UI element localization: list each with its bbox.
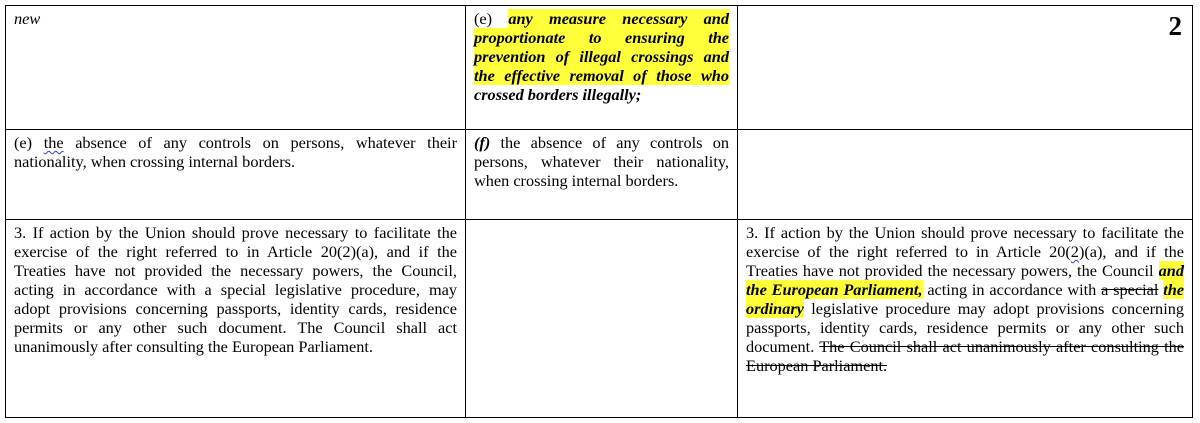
table-row [6, 220, 1193, 418]
spellcheck-word: 2 [1070, 242, 1079, 261]
table-row [6, 6, 1193, 130]
highlighted-insertion: and the European Parliament, [746, 261, 1184, 299]
highlighted-insertion: the ordinary [746, 280, 1184, 318]
spellcheck-word: the [43, 133, 64, 152]
cell-amendment [738, 220, 1193, 418]
cell-proposal [466, 130, 738, 220]
cell-amendment [738, 6, 1193, 130]
cell-current-text [6, 6, 466, 130]
deleted-text: The Council shall act unanimously after consulting the European Parliament. [746, 337, 1185, 375]
cell-proposal [466, 6, 738, 130]
paragraph-text: legislative procedure may adopt provisions concerning passports, identity cards, residence permits or any other such document. [746, 299, 1184, 356]
cell-current-text [6, 130, 466, 220]
paragraph-text: )(a), and if the Treaties have not provided the necessary powers, the Council [746, 242, 1184, 280]
cell-current-text [6, 220, 466, 418]
paragraph-text: acting in accordance with [927, 280, 1097, 299]
amendment-text: crossed borders illegally; [474, 85, 642, 104]
paragraph-text: absence of any controls on persons, whatever their nationality, when crossing internal borders. [14, 133, 458, 171]
paragraph-text: the absence of any controls on persons, whatever their nationality, when crossing internal borders. [474, 133, 729, 190]
cell-amendment [738, 130, 1193, 220]
deleted-text: a special [1101, 280, 1159, 299]
paragraph-text: 3. If action by the Union should prove necessary to facilitate the exercise of the right referred to in Article 20( [746, 223, 1184, 261]
page-number: 2 [1168, 11, 1182, 41]
item-prefix: (f) [474, 133, 491, 152]
item-prefix: (e) [474, 9, 493, 28]
highlighted-amendment: any measure necessary and proportionate to ensuring the prevention of illegal crossings and the effective removal of those who [474, 9, 729, 85]
table-row [6, 130, 1193, 220]
item-prefix: (e) [14, 133, 33, 152]
paragraph-text: 3. If action by the Union should prove necessary to facilitate the exercise of the right referred to in Article 20(2)(a), and if the Treaties have not provided the necessary powers, the Council, acting in accordance with a special legislative procedure, may adopt provisions concerning passports, identity cards, residence permits or any other such document. The Council shall act unanimously after consulting the European Parliament. [14, 223, 457, 356]
cell-proposal [466, 220, 738, 418]
comparison-table [5, 5, 1193, 418]
new-tag: new [14, 9, 41, 28]
